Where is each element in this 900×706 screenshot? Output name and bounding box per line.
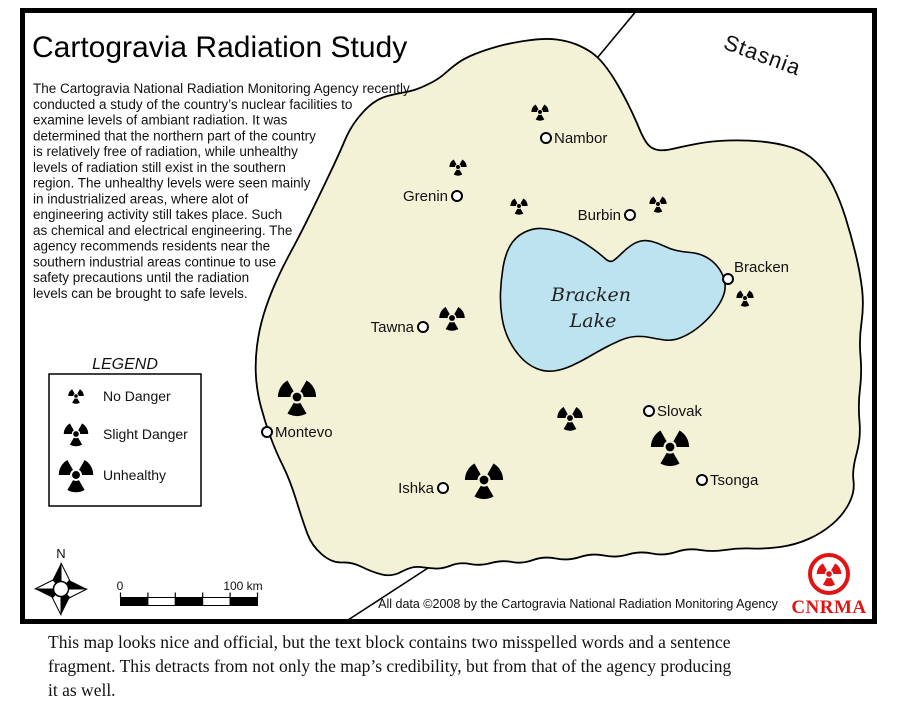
compass-hub [54,582,69,597]
legend-label: No Danger [103,388,171,404]
description-line: agency recommends residents near the [33,238,271,254]
caption [48,630,878,702]
description-line: as chemical and electrical engineering. The [33,222,293,238]
town-marker [625,210,635,220]
description-line: safety precautions until the radiation [33,270,250,285]
town-label: Tsonga [710,472,759,489]
description-line: examine levels of ambiant radiation. It was [33,112,288,128]
neighbor-country-label: Stasnia [720,29,805,81]
town-label: Bracken [734,259,790,276]
town-label: Burbin [577,207,621,224]
scale-end-label: 100 km [223,579,263,593]
town-label: Grenin [402,188,448,205]
description-line: in industrialized areas, where alot of [33,191,249,207]
town-marker [262,427,272,437]
data-credit: All data ©2008 by the Cartogravia National Radiation Monitoring Agency [378,597,778,611]
legend-label: Unhealthy [103,467,167,483]
scale-bar [117,579,263,606]
town-label: Montevo [275,424,333,441]
description-line: determined that the northern part of the country [33,128,316,144]
town-label: Nambor [554,130,608,147]
compass-north-label: N [56,546,66,561]
description-line: is relatively free of radiation, while unhealthy [33,144,298,159]
legend [49,356,201,506]
compass-rose [35,546,87,615]
lake-name-line1: Bracken [550,284,632,306]
map-title: Cartogravia Radiation Study [32,31,408,64]
caption-line: fragment. This detracts from not only the map’s credibility, but from that of the agency producing [48,656,732,676]
description-line: region. The unhealthy levels were seen mainly [33,175,311,191]
description-line: levels of radiation still exist in the southern [33,159,286,175]
scale-segment [148,598,175,606]
town-marker [644,406,654,416]
town-label: Slovak [657,403,703,420]
town-marker [723,274,733,284]
description-line: The Cartogravia National Radiation Monitoring Agency recently [33,81,410,96]
town-label: Tawna [370,319,414,336]
town-marker [452,191,462,201]
scale-segment [230,598,257,606]
description-line: southern industrial areas continue to use [33,254,277,270]
stasnia-border-line [598,10,637,57]
legend-title: LEGEND [92,356,158,373]
description-line: conducted a study of the country’s nuclear facilities to [33,96,353,112]
logo-text: CNRMA [791,597,867,618]
lake-name-line2: Lake [569,310,617,332]
town-marker [438,483,448,493]
town-marker [541,133,551,143]
scale-segment [203,598,230,606]
caption-line: This map looks nice and official, but the text block contains two misspelled words and a sentence [48,632,731,652]
scale-segment [175,598,202,606]
scale-segment [121,598,148,606]
description-line: levels can be brought to safe levels. [33,285,248,301]
town-marker [697,475,707,485]
cnrma-logo [791,555,866,618]
scale-ticks [121,593,258,598]
scale-start-label: 0 [116,579,124,593]
caption-line: it as well. [48,680,116,700]
town-label: Ishka [398,480,434,497]
legend-label: Slight Danger [103,426,188,442]
town-marker [418,322,428,332]
description-line: engineering activity still takes place. Such [33,207,283,222]
